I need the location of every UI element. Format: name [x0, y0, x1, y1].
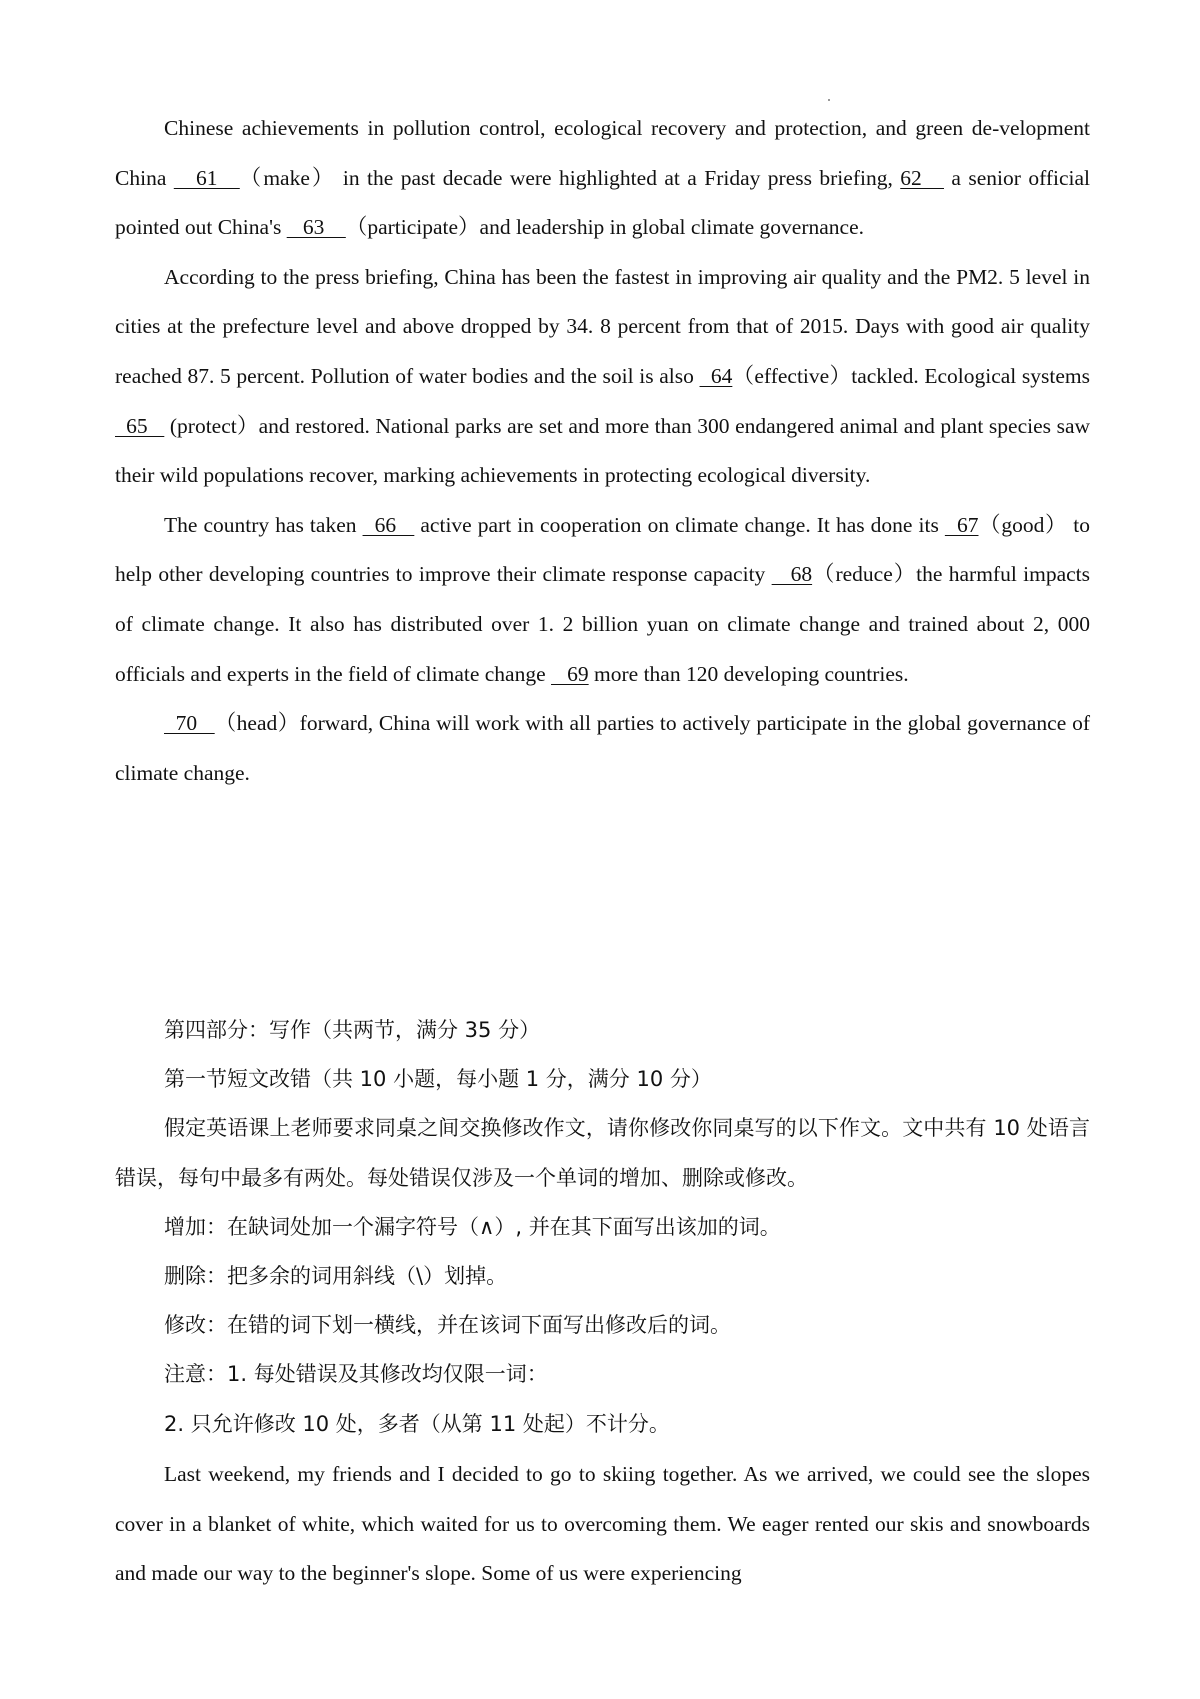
passage-text: Last weekend, my friends and I decided to go to skiing together. As we arrived, we could see the slopes cover in a blanket of white, which waited for us to overcoming them. We eager rented our skis and snowboards and made our way to the beginner's slope. Some of us were experiencing	[115, 1462, 1090, 1586]
writing-section	[115, 1006, 1090, 1449]
blank-63[interactable]: 63	[286, 215, 346, 240]
text: According to the press briefing, China has been the fastest in improving air quality and the PM2. 5 level in cities at the prefecture level and above dropped by 34. 8 percent from that of 2015. Days with good air quality reached 87. 5 percent. Pollution of water bodies and the soil is also	[115, 264, 1090, 388]
text: （good） to help other developing countries to improve their climate response capacity	[115, 512, 1091, 587]
delete-rule: 删除：把多余的词用斜线（\）划掉。	[164, 1264, 508, 1289]
section-title: 第一节短文改错（共 10 小题，每小题 1 分，满分 10 分）	[164, 1067, 712, 1092]
text: a senior official pointed out China's	[115, 165, 1091, 240]
add-rule: 增加：在缺词处加一个漏字符号（∧）, 并在其下面写出该加的词。	[164, 1214, 781, 1239]
paragraph-1	[115, 104, 1090, 253]
note-2: 2. 只允许修改 10 处，多者（从第 11 处起）不计分。	[164, 1411, 670, 1436]
blank-70[interactable]: 70	[164, 711, 215, 736]
paragraph-4	[115, 699, 1090, 798]
note-1: 注意：1. 每处错误及其修改均仅限一词：	[164, 1362, 548, 1387]
blank-62[interactable]: 62	[900, 165, 944, 190]
blank-66[interactable]: 66	[362, 512, 415, 537]
text: The country has taken	[164, 512, 363, 537]
text: （reduce）the harmful impacts of climate change. It also has distributed over 1. 2 billion yuan on climate change and trained about 2, 000 officials and experts in the field of climate change	[115, 562, 1090, 686]
blank-61[interactable]: 61	[173, 165, 240, 190]
part-title: 第四部分：写作（共两节，满分 35 分）	[164, 1018, 541, 1042]
paragraph-2	[115, 253, 1090, 501]
text: （head）forward, China will work with all parties to actively participate in the global governance of climate change.	[115, 711, 1090, 785]
text: Chinese achievements in pollution control, ecological recovery and protection, and green de-velopment China	[115, 116, 1090, 190]
modify-rule: 修改：在错的词下划一横线，并在该词下面写出修改后的词。	[164, 1313, 731, 1338]
text: （make） in the past decade were highlighted at a Friday press briefing,	[239, 165, 901, 190]
error-correction-passage	[115, 1450, 1090, 1599]
blank-67[interactable]: 67	[944, 512, 979, 537]
blank-69[interactable]: 69	[551, 661, 589, 686]
blank-65[interactable]: 65	[115, 413, 165, 438]
text: more than 120 developing countries.	[588, 661, 909, 686]
scan-dot	[828, 99, 830, 101]
paragraph-3	[115, 501, 1090, 699]
blank-68[interactable]: 68	[771, 562, 813, 587]
grammar-fill-passage	[115, 104, 1090, 798]
instruction: 假定英语课上老师要求同桌之间交换修改作文，请你修改你同桌写的以下作文。文中共有 10 处语言错误，每句中最多有两处。每处错误仅涉及一个单词的增加、删除或修改。	[115, 1116, 1090, 1190]
text: (protect）and restored. National parks are set and more than 300 endangered animal and plant species saw their wild populations recover, marking achievements in protecting ecological diversity.	[115, 413, 1091, 488]
text: active part in cooperation on climate change. It has done its	[414, 512, 945, 537]
text: （participate）and leadership in global climate governance.	[345, 215, 864, 240]
text: （effective）tackled. Ecological systems	[732, 363, 1091, 388]
blank-64[interactable]: 64	[699, 363, 733, 388]
